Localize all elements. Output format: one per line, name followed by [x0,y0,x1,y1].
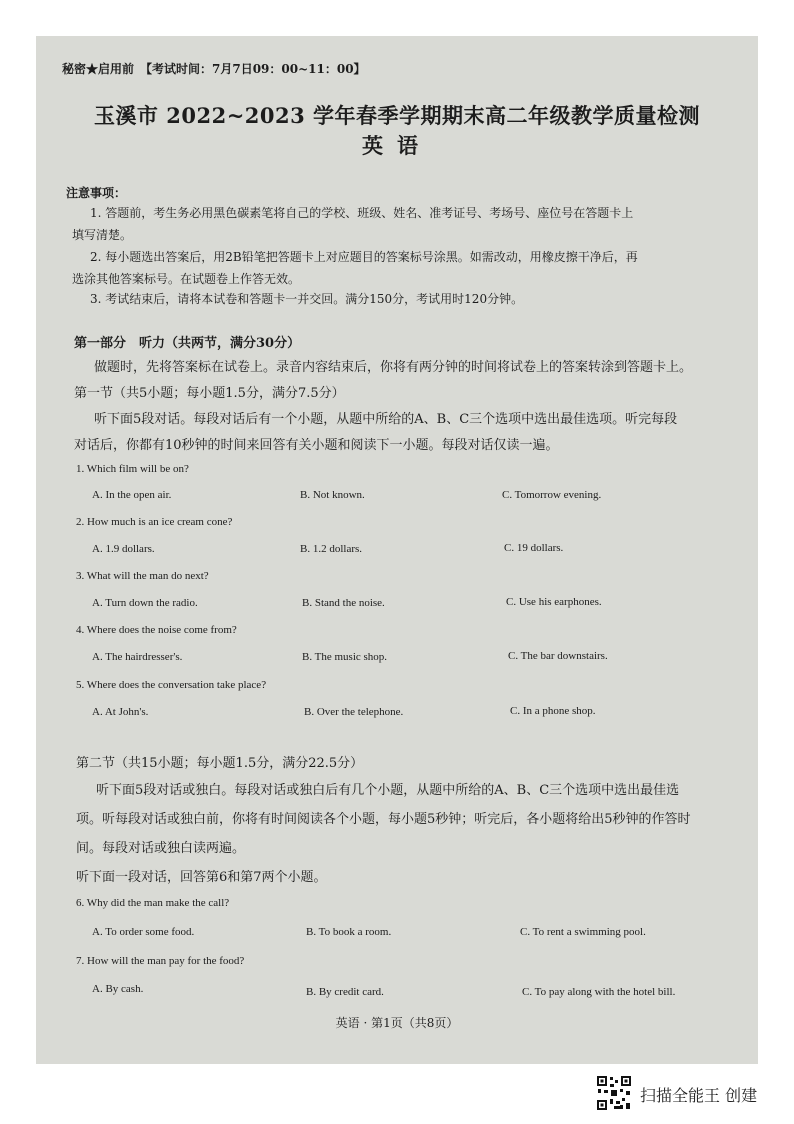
option-b: B. To book a room. [306,926,392,938]
option-b: B. The music shop. [302,651,388,663]
option-b: B. Over the telephone. [304,706,404,718]
option-c: C. To rent a swimming pool. [520,926,646,938]
notice-line: 1. 答题前，考生务必用黑色碳素笔将自己的学校、班级、姓名、准考证号、考场号、座位号在答题卡上 [90,206,634,220]
section2-instruction: 项。听每段对话或独白前，你将有时间阅读各个小题，每小题5秒钟；听完后，各小题将给出5秒钟的作答时 [76,812,691,827]
exam-subject: 英语 [362,133,432,158]
exam-title: 玉溪市 2022~2023 学年春季学期期末高二年级教学质量检测 [93,103,701,128]
option-a: A. At John's. [92,706,149,718]
option-c: C. In a phone shop. [510,705,596,717]
option-b: B. 1.2 dollars. [300,543,363,555]
notice-line: 选涂其他答案标号。在试题卷上作答无效。 [72,272,301,286]
option-c: C. 19 dollars. [504,542,564,554]
question-stem: 6. Why did the man make the call? [76,897,230,909]
option-a: A. In the open air. [92,489,172,501]
notice-line: 2. 每小题选出答案后，用2B铅笔把答题卡上对应题目的答案标号涂黑。如需改动，用橡皮擦干净后，再 [90,250,638,264]
notice-heading: 注意事项： [66,186,127,200]
section2-heading: 第二节（共15小题；每小题1.5分，满分22.5分） [76,756,364,771]
option-b: B. Stand the noise. [302,597,385,609]
option-c: C. The bar downstairs. [508,650,608,662]
section2-instruction: 听下面5段对话或独白。每段对话或独白后有几个小题，从题中所给的A、B、C三个选项中选出最佳选 [96,783,680,798]
option-a: A. 1.9 dollars. [92,543,155,555]
part1-intro: 做题时，先将答案标在试卷上。录音内容结束后，你将有两分钟的时间将试卷上的答案转涂到答题卡上。 [94,360,693,375]
section1-instruction: 对话后，你都有10秒钟的时间来回答有关小题和阅读下一小题。每段对话仅读一遍。 [74,438,559,453]
option-b: B. Not known. [300,489,365,501]
notice-line: 填写清楚。 [72,228,133,242]
qr-code-icon [596,1075,632,1111]
question-stem: 3. What will the man do next? [76,570,209,582]
section2-lead: 听下面一段对话，回答第6和第7两个小题。 [76,870,327,885]
scanner-watermark: 扫描全能王 创建 [640,1086,758,1105]
confidential-header: 秘密★启用前 【考试时间：7月7日09：00~11：00】 [62,62,366,76]
page-footer: 英语 · 第1页（共8页） [335,1016,459,1030]
question-stem: 1. Which film will be on? [76,463,189,475]
option-c: C. To pay along with the hotel bill. [522,986,676,998]
option-a: A. To order some food. [92,926,195,938]
question-stem: 5. Where does the conversation take place? [76,679,267,691]
section1-heading: 第一节（共5小题；每小题1.5分，满分7.5分） [74,386,345,401]
notice-line: 3. 考试结束后，请将本试卷和答题卡一并交回。满分150分，考试用时120分钟。 [90,292,524,306]
option-c: C. Use his earphones. [506,596,602,608]
question-stem: 7. How will the man pay for the food? [76,955,245,967]
section2-instruction: 间。每段对话或独白读两遍。 [76,841,246,856]
option-c: C. Tomorrow evening. [502,489,602,501]
option-b: B. By credit card. [306,986,384,998]
part1-heading: 第一部分 听力（共两节，满分30分） [74,336,301,351]
question-stem: 4. Where does the noise come from? [76,624,237,636]
option-a: A. By cash. [92,983,144,995]
option-a: A. Turn down the radio. [92,597,198,609]
question-stem: 2. How much is an ice cream cone? [76,516,233,528]
section1-instruction: 听下面5段对话。每段对话后有一个小题，从题中所给的A、B、C三个选项中选出最佳选项。听完每段 [94,412,678,427]
option-a: A. The hairdresser's. [92,651,183,663]
